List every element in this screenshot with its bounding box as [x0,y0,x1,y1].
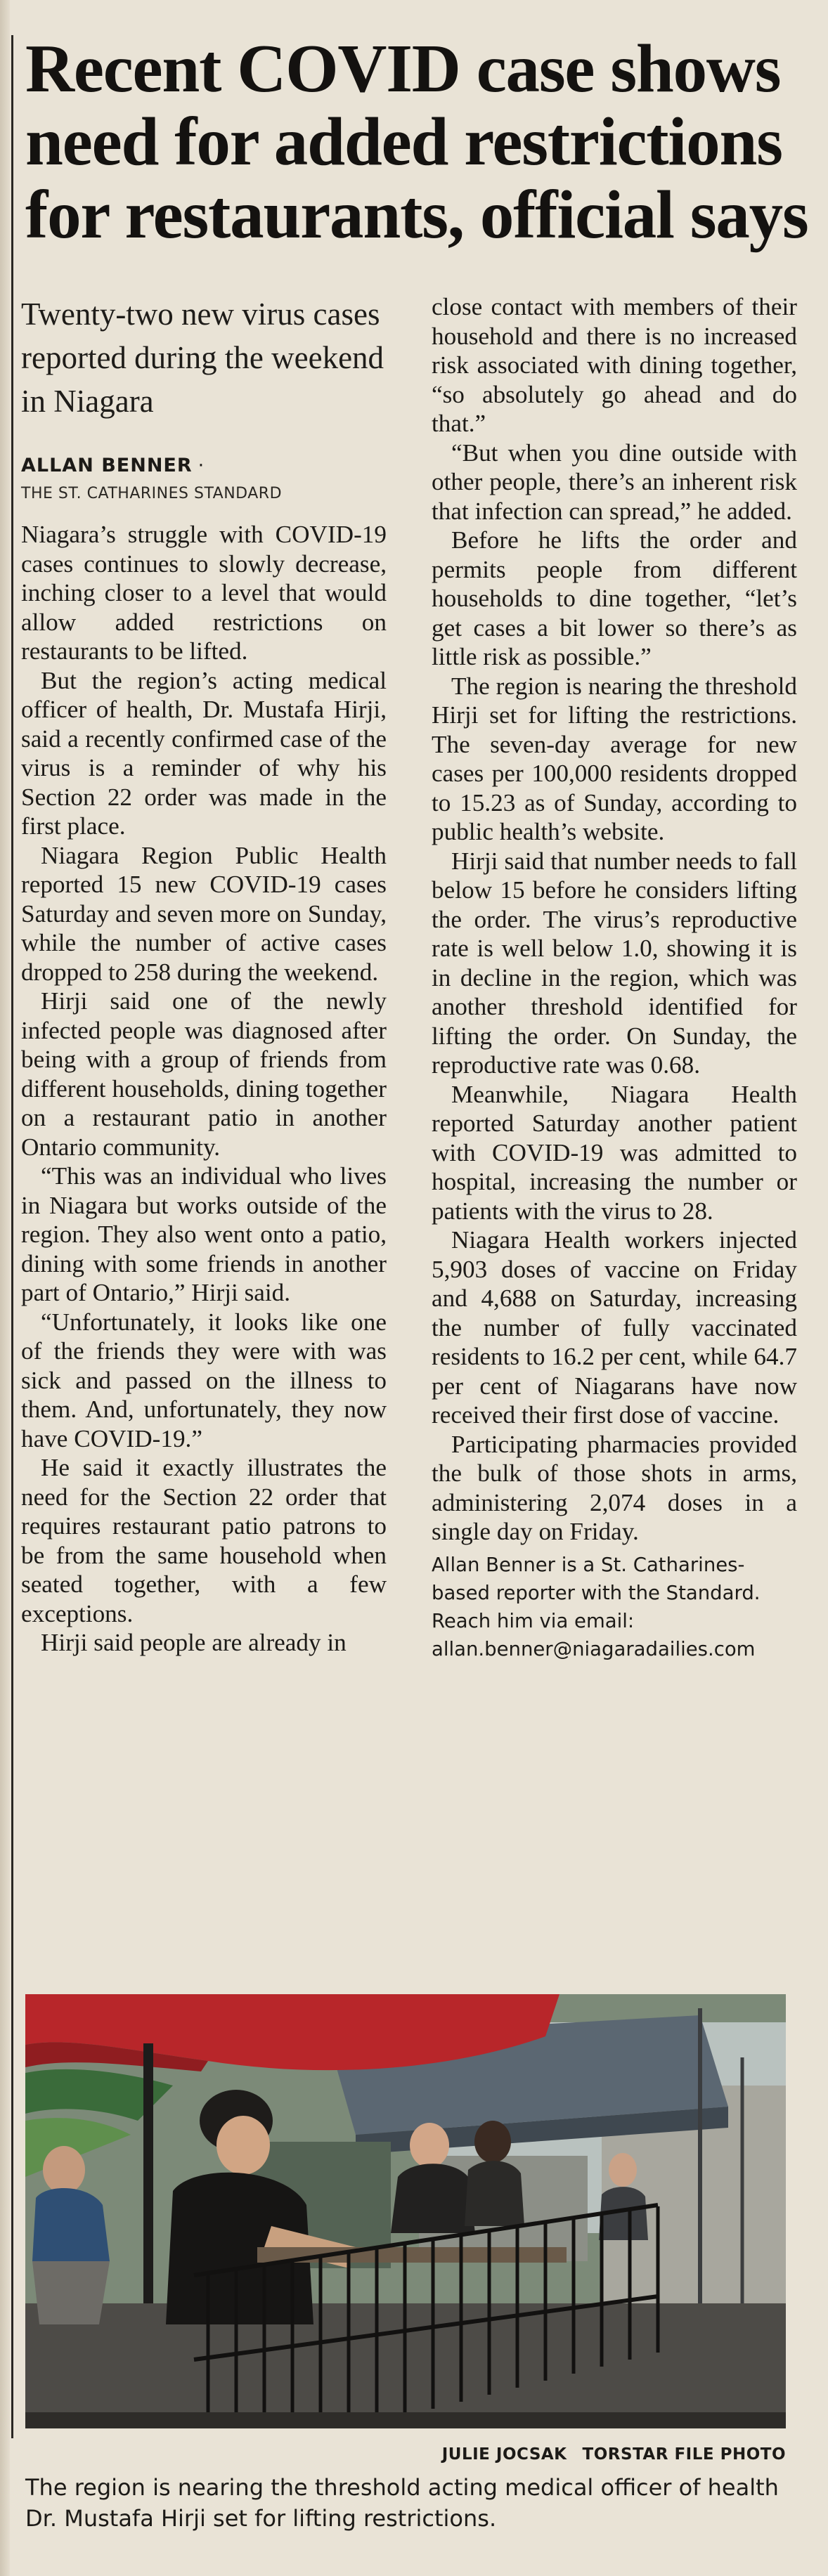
paragraph: Niagara Health workers injected 5,903 doses of vaccine on Friday and 4,688 on Saturday, increasing the number of fully vaccinated residents to 16.2 per cent, while 64.7 per cent of Niagarans have now received their first dose of vaccine. [432,1226,797,1429]
paragraph: “This was an individual who lives in Niagara but works outside of the region. They also went onto a patio, dining with some friends in another part of Ontario,” Hirji said. [21,1162,387,1306]
paragraph: Niagara’s struggle with COVID-19 cases continues to slowly decrease, inching closer to a level that would allow added restrictions on restaurants to be lifted. [21,521,387,665]
photo-credit [442,2445,786,2464]
byline-affiliation: THE ST. CATHARINES STANDARD [21,485,283,502]
article-column-left [21,520,387,1658]
photo-credit-source: TORSTAR FILE PHOTO [582,2445,786,2464]
paragraph: Hirji said people are already in [41,1629,347,1656]
column-rule [11,35,13,2438]
patio-dining-photo [25,1994,786,2428]
adjacent-column-edge [0,0,10,2576]
author-bio: Allan Benner is a St. Catharines-based reporter with the Standard. Reach him via email: allan.benner@niagaradailies.com [432,1553,761,1660]
paragraph: “Unfortunately, it looks like one of the friends they were with was sick and passed on the illness to them. And, unfortunately, they now have COVID-19.” [21,1308,387,1452]
byline-name: ALLAN BENNER [21,455,193,476]
byline-dots: · [198,455,207,476]
subhead: Twenty-two new virus cases reported during the weekend in Niagara [21,297,384,419]
article-column-right [432,292,797,1663]
byline [21,455,207,476]
paragraph: Hirji said one of the newly infected people was diagnosed after being with a group of friends from different households, dining together on a restaurant patio in another Ontario community. [21,987,387,1161]
paragraph: “But when you dine outside with other people, there’s an inherent risk that infection can spread,” he added. [432,438,797,525]
paragraph: But the region’s acting medical officer of health, Dr. Mustafa Hirji, said a recently confirmed case of the virus is a reminder of why his Section 22 order was made in the first place. [21,666,387,840]
paragraph: The region is nearing the threshold Hirji set for lifting the restrictions. The seven-day average for new cases per 100,000 residents dropped to 15.23 as of Sunday, according to public health’s website. [432,672,797,845]
paragraph: Meanwhile, Niagara Health reported Saturday another patient with COVID-19 was admitted to hospital, increasing the number or patients with the virus to 28. [432,1080,797,1225]
paragraph: close contact with members of their household and there is no increased risk associated with dining together, “so absolutely go ahead and do that.” [432,293,797,437]
paragraph: Before he lifts the order and permits people from different households to dine together, “let’s get cases a bit lower so there’s as little risk as possible.” [432,526,797,670]
paragraph: Participating pharmacies provided the bulk of those shots in arms, administering 2,074 doses in a single day on Friday. [432,1430,797,1545]
paragraph: He said it exactly illustrates the need for the Section 22 order that requires restaurant patio patrons to be from the same household when seated together, with a few exceptions. [21,1454,387,1627]
headline: Recent COVID case shows need for added restrictions for restaurants, official says [25,31,808,252]
paragraph: Niagara Region Public Health reported 15 new COVID-19 cases Saturday and seven more on Sunday, while the number of active cases dropped to 258 during the weekend. [21,841,387,986]
paragraph: Hirji said that number needs to fall below 15 before he considers lifting the order. The virus’s reproductive rate is well below 1.0, showing it is in decline in the region, which was another threshold identified for lifting the order. On Sunday, the reproductive rate was 0.68. [432,847,797,1079]
photo-caption: The region is nearing the threshold acting medical officer of health Dr. Mustafa Hirji set for lifting restrictions. [25,2474,779,2532]
photo-credit-name: JULIE JOCSAK [441,2445,567,2464]
